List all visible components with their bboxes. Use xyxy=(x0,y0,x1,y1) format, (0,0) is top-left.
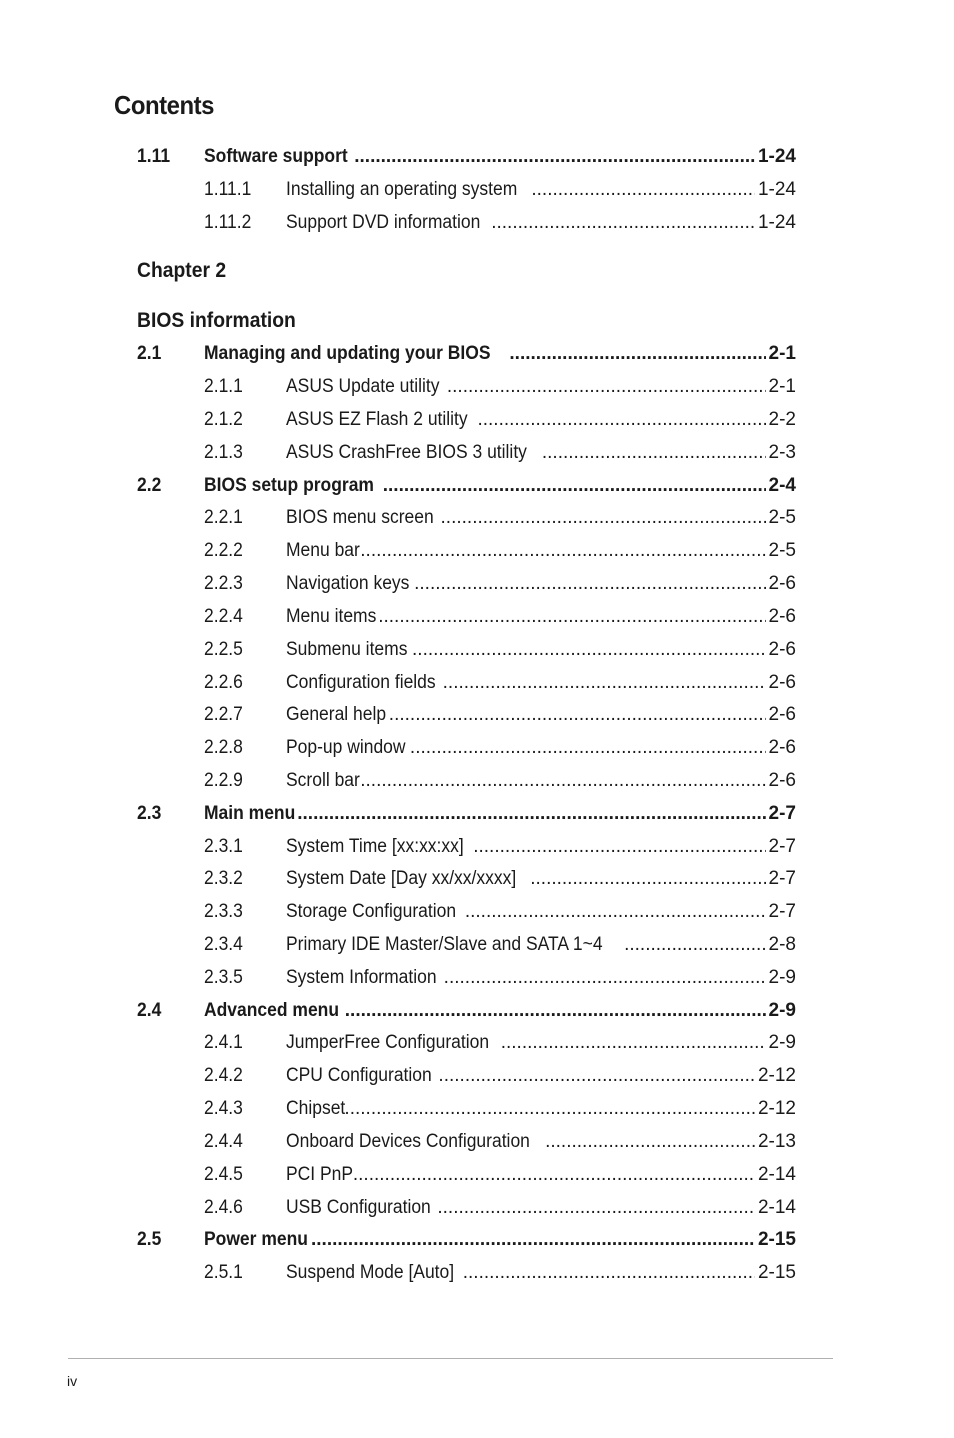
toc-leader xyxy=(345,998,766,1024)
toc-entry-page: 2-9 xyxy=(768,1032,796,1053)
toc-entry-title: Advanced menu xyxy=(204,1000,340,1021)
toc-leader xyxy=(477,407,765,433)
toc-leader xyxy=(473,834,765,860)
toc-entry-title: BIOS setup program xyxy=(204,475,374,496)
toc-leader xyxy=(297,801,765,827)
toc-entry-number: 2.3.4 xyxy=(204,934,243,955)
toc-entry[interactable] xyxy=(0,670,954,696)
toc-entry-number: 2.3.1 xyxy=(204,836,243,857)
toc-leader xyxy=(383,473,766,499)
toc-leader xyxy=(414,571,765,597)
toc-leader xyxy=(465,899,766,925)
toc-leader xyxy=(444,965,766,991)
toc-entry-page: 2-2 xyxy=(768,409,796,430)
toc-entry-page: 2-3 xyxy=(768,442,796,463)
toc-entry[interactable] xyxy=(0,637,954,663)
footer-divider xyxy=(68,1358,833,1359)
toc-entry-page: 1-24 xyxy=(757,212,796,233)
toc-entry[interactable] xyxy=(0,505,954,531)
toc-entry-number: 2.3.2 xyxy=(204,868,243,889)
toc-leader xyxy=(353,1162,755,1188)
toc-entry[interactable] xyxy=(0,341,954,367)
toc-entry-title: Scroll bar xyxy=(286,770,360,791)
page-number: iv xyxy=(67,1373,78,1389)
toc-entry-number: 2.2.3 xyxy=(204,573,243,594)
toc-entry[interactable] xyxy=(0,801,954,827)
toc-entry[interactable] xyxy=(0,1260,954,1286)
toc-entry-title: System Information xyxy=(286,967,437,988)
toc-entry-number: 2.3.3 xyxy=(204,901,243,922)
toc-leader xyxy=(311,1227,755,1253)
toc-entry-number: 2.2.4 xyxy=(204,606,243,627)
toc-entry-page: 2-13 xyxy=(757,1131,796,1152)
toc-entry-title: General help xyxy=(286,704,387,725)
toc-entry-page: 2-12 xyxy=(757,1098,796,1119)
toc-leader xyxy=(509,341,765,367)
toc-entry-title: Installing an operating system xyxy=(286,179,518,200)
toc-entry-page: 2-4 xyxy=(768,475,796,496)
toc-entry-number: 2.1.1 xyxy=(204,376,243,397)
toc-entry-title: Primary IDE Master/Slave and SATA 1~4 xyxy=(286,934,603,955)
toc-entry-title: Menu items xyxy=(286,606,377,627)
toc-entry-number: 2.3 xyxy=(137,803,162,824)
toc-entry-page: 2-1 xyxy=(768,343,796,364)
toc-leader xyxy=(389,702,766,728)
toc-entry-title: System Date [Day xx/xx/xxxx] xyxy=(286,868,517,889)
toc-entry-number: 2.2.9 xyxy=(204,770,243,791)
toc-entry-number: 2.1.2 xyxy=(204,409,243,430)
toc-entry-title: Submenu items xyxy=(286,639,408,660)
toc-entry-title: Support DVD information xyxy=(286,212,481,233)
toc-entry[interactable] xyxy=(0,1162,954,1188)
toc-entry-page: 2-6 xyxy=(768,606,796,627)
toc-leader xyxy=(491,210,755,236)
toc-entry[interactable] xyxy=(0,1129,954,1155)
toc-entry-title: ASUS Update utility xyxy=(286,376,440,397)
toc-leader xyxy=(412,637,766,663)
toc-entry-number: 2.4.1 xyxy=(204,1032,243,1053)
toc-entry[interactable] xyxy=(0,210,954,236)
toc-leader xyxy=(545,1129,755,1155)
toc-entry[interactable] xyxy=(0,604,954,630)
toc-entry-page: 1-24 xyxy=(757,179,796,200)
toc-entry[interactable] xyxy=(0,702,954,728)
toc-entry[interactable] xyxy=(0,1096,954,1122)
toc-leader xyxy=(441,505,766,531)
toc-entry-number: 2.2.8 xyxy=(204,737,243,758)
toc-entry-page: 2-6 xyxy=(768,704,796,725)
toc-entry-number: 2.2.6 xyxy=(204,672,243,693)
toc-entry-title: JumperFree Configuration xyxy=(286,1032,490,1053)
toc-entry[interactable] xyxy=(0,932,954,958)
toc-entry[interactable] xyxy=(0,177,954,203)
toc-leader xyxy=(438,1063,755,1089)
toc-entry-page: 2-14 xyxy=(757,1197,796,1218)
toc-entry-page: 2-14 xyxy=(757,1164,796,1185)
toc-entry[interactable] xyxy=(0,834,954,860)
toc-entry-page: 2-9 xyxy=(768,967,796,988)
toc-entry-number: 2.2.2 xyxy=(204,540,243,561)
toc-entry[interactable] xyxy=(0,1030,954,1056)
toc-entry-page: 2-15 xyxy=(757,1229,796,1250)
toc-entry-number: 2.3.5 xyxy=(204,967,243,988)
toc-entry-page: 2-6 xyxy=(768,672,796,693)
toc-leader xyxy=(542,440,766,466)
toc-entry-number: 1.11.1 xyxy=(204,179,252,200)
toc-leader xyxy=(463,1260,755,1286)
toc-entry-title: Managing and updating your BIOS xyxy=(204,343,491,364)
toc-entry-number: 2.4.2 xyxy=(204,1065,243,1086)
toc-entry[interactable] xyxy=(0,735,954,761)
toc-leader xyxy=(344,1096,755,1122)
toc-entry-page: 2-15 xyxy=(757,1262,796,1283)
toc-entry[interactable] xyxy=(0,374,954,400)
toc-entry-page: 2-7 xyxy=(768,868,796,889)
toc-entry-page: 1-24 xyxy=(757,146,796,167)
toc-entry-number: 2.4.5 xyxy=(204,1164,243,1185)
toc-leader xyxy=(360,538,765,564)
toc-entry-page: 2-12 xyxy=(757,1065,796,1086)
toc-leader xyxy=(360,768,765,794)
page-title: Contents xyxy=(114,90,214,120)
toc-leader xyxy=(354,144,755,170)
toc-entry[interactable] xyxy=(0,965,954,991)
toc-entry-number: 2.2.1 xyxy=(204,507,243,528)
toc-leader xyxy=(378,604,765,630)
toc-entry-title: Configuration fields xyxy=(286,672,436,693)
toc-entry-title: Navigation keys xyxy=(286,573,410,594)
toc-entry-number: 2.4.3 xyxy=(204,1098,243,1119)
toc-entry-title: Suspend Mode [Auto] xyxy=(286,1262,455,1283)
toc-leader xyxy=(531,177,755,203)
toc-entry-number: 2.5 xyxy=(137,1229,162,1250)
toc-entry-number: 2.4.6 xyxy=(204,1197,243,1218)
toc-entry-page: 2-1 xyxy=(768,376,796,397)
toc-entry-title: ASUS CrashFree BIOS 3 utility xyxy=(286,442,527,463)
toc-entry-page: 2-9 xyxy=(768,1000,796,1021)
toc-entry-title: Onboard Devices Configuration xyxy=(286,1131,530,1152)
toc-entry-title: Pop-up window xyxy=(286,737,406,758)
toc-entry-number: 2.1 xyxy=(137,343,162,364)
toc-entry-page: 2-5 xyxy=(768,540,796,561)
toc-entry-title: System Time [xx:xx:xx] xyxy=(286,836,464,857)
toc-entry-number: 2.4 xyxy=(137,1000,162,1021)
toc-entry-page: 2-6 xyxy=(768,639,796,660)
toc-entry[interactable] xyxy=(0,473,954,499)
toc-entry-number: 2.1.3 xyxy=(204,442,243,463)
toc-entry-page: 2-6 xyxy=(768,737,796,758)
toc-entry-page: 2-7 xyxy=(768,836,796,857)
chapter-number: Chapter 2 xyxy=(137,259,227,282)
toc-entry-page: 2-8 xyxy=(768,934,796,955)
toc-entry-page: 2-7 xyxy=(768,803,796,824)
toc-entry[interactable] xyxy=(0,440,954,466)
toc-entry-title: PCI PnP xyxy=(286,1164,354,1185)
toc-entry-page: 2-6 xyxy=(768,573,796,594)
toc-entry-number: 2.2.7 xyxy=(204,704,243,725)
toc-entry-title: Software support xyxy=(204,146,348,167)
toc-entry-title: Power menu xyxy=(204,1229,308,1250)
toc-entry-page: 2-5 xyxy=(768,507,796,528)
toc-entry[interactable] xyxy=(0,538,954,564)
toc-entry-title: Menu bar xyxy=(286,540,360,561)
toc-entry[interactable] xyxy=(0,1195,954,1221)
toc-entry-title: Chipset xyxy=(286,1098,346,1119)
toc-entry-number: 2.5.1 xyxy=(204,1262,243,1283)
toc-entry-number: 1.11.2 xyxy=(204,212,252,233)
toc-entry[interactable] xyxy=(0,1227,954,1253)
toc-entry-title: Main menu xyxy=(204,803,296,824)
toc-leader xyxy=(501,1030,766,1056)
toc-entry[interactable] xyxy=(0,768,954,794)
toc-leader xyxy=(410,735,766,761)
toc-entry[interactable] xyxy=(0,998,954,1024)
toc-entry-number: 2.2.5 xyxy=(204,639,243,660)
toc-entry-title: BIOS menu screen xyxy=(286,507,434,528)
toc-entry-page: 2-6 xyxy=(768,770,796,791)
toc-leader xyxy=(443,670,766,696)
toc-entry[interactable] xyxy=(0,571,954,597)
toc-entry-number: 2.2 xyxy=(137,475,162,496)
toc-entry[interactable] xyxy=(0,1063,954,1089)
toc-entry-title: Storage Configuration xyxy=(286,901,457,922)
toc-entry-title: ASUS EZ Flash 2 utility xyxy=(286,409,468,430)
toc-leader xyxy=(530,866,765,892)
toc-entry[interactable] xyxy=(0,144,954,170)
toc-leader xyxy=(437,1195,755,1221)
toc-entry[interactable] xyxy=(0,866,954,892)
toc-entry-number: 2.4.4 xyxy=(204,1131,243,1152)
toc-entry-title: USB Configuration xyxy=(286,1197,431,1218)
toc-leader xyxy=(624,932,765,958)
toc-entry[interactable] xyxy=(0,899,954,925)
toc-entry-number: 1.11 xyxy=(137,146,171,167)
toc-leader xyxy=(447,374,766,400)
chapter-name: BIOS information xyxy=(137,309,296,332)
toc-entry[interactable] xyxy=(0,407,954,433)
toc-entry-page: 2-7 xyxy=(768,901,796,922)
toc-entry-title: CPU Configuration xyxy=(286,1065,432,1086)
